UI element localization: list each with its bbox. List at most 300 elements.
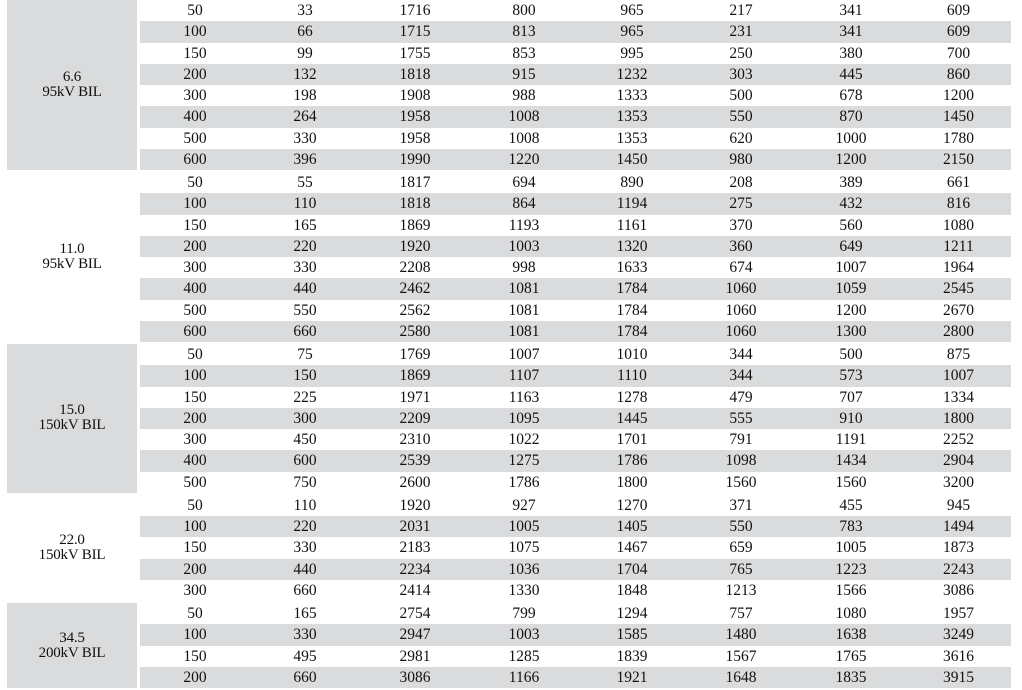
table-cell: 300 [183,581,207,599]
table-cell: 2754 [399,605,431,623]
table-cell: 1022 [508,431,540,449]
table-cell: 150 [183,647,207,665]
table-cell: 1193 [508,216,540,234]
table-cell: 694 [512,174,536,192]
table-cell: 400 [183,280,207,298]
table-cell: 495 [293,647,317,665]
table-cell: 110 [293,195,317,213]
table-cell: 700 [946,44,971,62]
group-rows [140,0,1011,170]
table-cell: 1786 [616,452,648,470]
table-cell: 2539 [399,452,431,470]
table-cell: 1007 [835,259,867,277]
table-cell: 1908 [399,87,431,105]
table-row [140,450,1011,471]
group-rows [140,344,1011,493]
table-cell: 1445 [616,409,648,427]
table-cell: 573 [839,367,863,385]
table-cell: 1220 [508,150,540,168]
table-cell: 1638 [835,626,867,644]
table-cell: 150 [293,367,317,385]
table-cell: 1769 [399,346,431,364]
table-cell: 890 [620,174,644,192]
table-cell: 300 [293,409,317,427]
table-cell: 1567 [725,647,757,665]
table-cell: 1715 [399,23,431,41]
table-cell: 1005 [508,518,540,536]
table-cell: 555 [729,409,753,427]
table-cell: 1200 [943,87,974,105]
table-cell: 50 [187,174,203,192]
table-cell: 1971 [399,388,431,406]
table-cell: 3200 [943,473,974,491]
table-cell: 150 [183,539,207,557]
table-cell: 1480 [725,626,757,644]
voltage-rating: 34.5 [59,629,85,646]
table-row [140,580,1011,601]
table-row [140,43,1011,64]
table-cell: 1200 [835,301,867,319]
group-rows [140,495,1011,601]
table-cell: 1081 [508,280,540,298]
table-row [140,559,1011,580]
table-row [140,236,1011,257]
table-cell: 2904 [943,452,974,470]
table-cell: 1964 [943,259,974,277]
table-cell: 1095 [508,409,540,427]
table-row [140,172,1011,193]
table-cell: 1958 [399,129,431,147]
table-cell: 660 [293,581,317,599]
table-cell: 600 [183,150,207,168]
table-cell: 1005 [835,539,867,557]
table-row [140,215,1011,236]
table-cell: 707 [839,388,863,406]
table-cell: 150 [183,44,207,62]
table-cell: 1191 [835,431,867,449]
table-cell: 1107 [508,367,540,385]
group-rows [140,172,1011,342]
table-cell: 1560 [725,473,757,491]
table-row [140,149,1011,170]
table-cell: 1560 [835,473,867,491]
table-cell: 1990 [399,150,431,168]
table-cell: 1098 [725,452,757,470]
group-label [7,172,137,342]
table-cell: 1585 [616,626,648,644]
table-row [140,387,1011,408]
table-cell: 1110 [617,367,647,385]
table-cell: 2981 [399,647,431,665]
table-cell: 1278 [616,388,648,406]
table-cell: 757 [729,605,753,623]
table-cell: 2031 [399,518,431,536]
table-cell: 200 [183,237,207,255]
table-cell: 1060 [725,280,757,298]
table-cell: 988 [512,87,536,105]
table-cell: 150 [183,216,207,234]
table-cell: 1200 [835,150,867,168]
table-cell: 2462 [399,280,431,298]
voltage-group [7,172,1011,344]
bil-rating: 200kV BIL [38,644,106,661]
group-label [7,495,137,601]
table-cell: 1081 [508,301,540,319]
table-cell: 1008 [508,108,540,126]
table-cell: 927 [512,496,536,514]
table-cell: 1450 [616,150,648,168]
table-cell: 165 [293,605,317,623]
table-cell: 560 [839,216,863,234]
table-cell: 1784 [616,280,648,298]
table-cell: 500 [183,473,207,491]
bil-rating: 150kV BIL [38,417,106,434]
table-cell: 2600 [399,473,431,491]
table-cell: 1755 [399,44,431,62]
table-row [140,193,1011,214]
table-cell: 799 [512,605,536,623]
table-cell: 1839 [616,647,648,665]
table-cell: 3086 [399,668,431,686]
table-cell: 330 [293,259,317,277]
table-cell: 1060 [725,301,757,319]
table-cell: 550 [729,518,753,536]
table-cell: 2209 [399,409,431,427]
table-cell: 2252 [943,431,974,449]
table-cell: 50 [187,2,203,20]
bil-rating: 95kV BIL [42,84,102,100]
table-cell: 1800 [616,473,648,491]
table-cell: 500 [183,129,207,147]
table-cell: 1873 [943,539,974,557]
table-cell: 1036 [508,560,540,578]
table-cell: 440 [293,560,317,578]
table-cell: 2414 [399,581,431,599]
table-cell: 765 [729,560,753,578]
table-cell: 1633 [616,259,648,277]
table-cell: 220 [293,518,317,536]
table-cell: 1334 [943,388,974,406]
table-cell: 1353 [616,129,648,147]
group-label [7,603,137,688]
table-cell: 1869 [399,216,431,234]
table-cell: 330 [293,626,317,644]
table-cell: 380 [839,44,863,62]
table-row [140,257,1011,278]
table-cell: 360 [729,237,753,255]
table-cell: 200 [183,668,207,686]
table-cell: 300 [183,87,207,105]
table-cell: 33 [297,2,313,20]
table-cell: 396 [293,150,317,168]
table-row [140,278,1011,299]
table-cell: 1848 [616,581,648,599]
table-row [140,408,1011,429]
table-cell: 1270 [616,496,648,514]
table-cell: 1008 [508,129,540,147]
table-cell: 550 [293,301,317,319]
table-cell: 1957 [943,605,974,623]
table-cell: 870 [839,108,863,126]
rating-table [7,0,1011,690]
table-cell: 1648 [725,668,757,686]
table-cell: 500 [183,301,207,319]
table-cell: 1920 [399,237,431,255]
table-row [140,646,1011,667]
table-cell: 55 [297,174,313,192]
table-cell: 1232 [616,65,648,83]
table-cell: 1330 [508,581,540,599]
table-cell: 1320 [616,237,648,255]
table-cell: 1163 [508,388,540,406]
table-cell: 389 [839,174,863,192]
table-cell: 1285 [508,647,540,665]
table-cell: 100 [183,23,207,41]
table-cell: 1294 [616,605,648,623]
table-cell: 440 [293,280,317,298]
table-cell: 1075 [508,539,540,557]
table-cell: 500 [839,346,863,364]
table-row [140,344,1011,365]
table-row [140,128,1011,149]
table-cell: 455 [839,496,863,514]
table-row [140,603,1011,624]
table-cell: 853 [512,44,536,62]
table-cell: 965 [620,23,644,41]
table-cell: 2208 [399,259,431,277]
table-cell: 371 [729,496,753,514]
table-cell: 1353 [616,108,648,126]
table-cell: 100 [183,195,207,213]
table-cell: 1434 [835,452,867,470]
table-cell: 1194 [616,195,648,213]
table-cell: 100 [183,367,207,385]
table-cell: 303 [729,65,753,83]
table-cell: 432 [839,195,863,213]
table-cell: 1003 [508,626,540,644]
table-cell: 1869 [399,367,431,385]
table-cell: 660 [293,322,317,340]
table-cell: 783 [839,518,863,536]
table-cell: 208 [729,174,753,192]
table-cell: 165 [293,216,317,234]
table-cell: 1450 [943,108,974,126]
table-cell: 678 [839,87,863,105]
table-cell: 1818 [399,195,431,213]
table-cell: 50 [187,605,203,623]
table-cell: 2545 [943,280,974,298]
table-cell: 816 [946,195,971,213]
table-cell: 550 [729,108,753,126]
table-cell: 1958 [399,108,431,126]
table-cell: 1786 [508,473,540,491]
table-cell: 445 [839,65,863,83]
table-row [140,624,1011,645]
table-cell: 400 [183,108,207,126]
table-cell: 1275 [508,452,540,470]
table-cell: 2310 [399,431,431,449]
table-cell: 1211 [943,237,974,255]
table-cell: 3249 [943,626,974,644]
table-cell: 800 [512,2,536,20]
table-row [140,321,1011,342]
table-cell: 813 [512,23,536,41]
table-cell: 1780 [943,129,974,147]
table-cell: 2562 [399,301,431,319]
table-cell: 1081 [508,322,540,340]
group-rows [140,603,1011,688]
table-row [140,365,1011,386]
group-label [7,0,137,170]
table-cell: 2670 [943,301,974,319]
table-cell: 264 [293,108,317,126]
table-cell: 980 [729,150,753,168]
table-cell: 1800 [943,409,974,427]
table-cell: 1818 [399,65,431,83]
table-cell: 200 [183,65,207,83]
table-cell: 1701 [616,431,648,449]
table-cell: 132 [293,65,317,83]
voltage-group [7,344,1011,495]
table-cell: 99 [297,44,313,62]
table-cell: 1765 [835,647,867,665]
table-cell: 500 [729,87,753,105]
voltage-group [7,603,1011,690]
table-cell: 1494 [943,518,974,536]
table-cell: 225 [293,388,317,406]
table-row [140,667,1011,688]
table-cell: 50 [187,346,203,364]
bil-rating: 150kV BIL [38,546,106,563]
table-cell: 100 [183,518,207,536]
table-cell: 110 [293,496,317,514]
table-cell: 1467 [616,539,648,557]
table-cell: 370 [729,216,753,234]
table-cell: 1223 [835,560,867,578]
table-cell: 660 [293,668,317,686]
table-cell: 945 [946,496,971,514]
table-cell: 965 [620,2,644,20]
table-cell: 1784 [616,322,648,340]
table-cell: 2183 [399,539,431,557]
table-cell: 3915 [943,668,974,686]
table-row [140,472,1011,493]
table-cell: 100 [183,626,207,644]
group-label [7,344,137,493]
table-cell: 910 [839,409,863,427]
table-cell: 300 [183,259,207,277]
table-cell: 200 [183,560,207,578]
table-cell: 659 [729,539,753,557]
voltage-rating: 6.6 [62,69,82,85]
table-cell: 300 [183,431,207,449]
table-cell: 791 [729,431,753,449]
table-cell: 1835 [835,668,867,686]
table-cell: 66 [297,23,313,41]
table-cell: 620 [729,129,753,147]
table-row [140,85,1011,106]
table-cell: 198 [293,87,317,105]
table-cell: 860 [946,65,971,83]
table-cell: 609 [946,2,971,20]
voltage-rating: 15.0 [59,402,85,419]
table-cell: 341 [839,23,863,41]
table-cell: 450 [293,431,317,449]
table-cell: 1010 [616,346,648,364]
table-cell: 1566 [835,581,867,599]
table-row [140,106,1011,127]
table-row [140,0,1011,21]
table-cell: 609 [946,23,971,41]
voltage-rating: 11.0 [59,241,85,257]
table-cell: 3086 [943,581,974,599]
table-cell: 1920 [399,496,431,514]
table-cell: 400 [183,452,207,470]
table-cell: 2150 [943,150,974,168]
table-row [140,64,1011,85]
table-cell: 1060 [725,322,757,340]
table-cell: 200 [183,409,207,427]
table-cell: 330 [293,129,317,147]
table-cell: 1003 [508,237,540,255]
table-cell: 330 [293,539,317,557]
table-cell: 75 [297,346,313,364]
table-cell: 2800 [943,322,974,340]
voltage-group [7,495,1011,603]
table-cell: 875 [946,346,971,364]
table-cell: 1007 [943,367,974,385]
table-cell: 1405 [616,518,648,536]
table-cell: 50 [187,496,203,514]
table-cell: 3616 [943,647,974,665]
table-row [140,300,1011,321]
table-cell: 750 [293,473,317,491]
table-cell: 150 [183,388,207,406]
voltage-rating: 22.0 [59,531,85,548]
table-cell: 1300 [835,322,867,340]
table-cell: 915 [512,65,536,83]
table-cell: 864 [512,195,536,213]
table-cell: 998 [512,259,536,277]
table-cell: 1817 [399,174,431,192]
table-cell: 2947 [399,626,431,644]
table-cell: 220 [293,237,317,255]
table-cell: 341 [839,2,863,20]
table-row [140,537,1011,558]
table-cell: 344 [729,367,753,385]
table-cell: 231 [729,23,753,41]
table-cell: 1704 [616,560,648,578]
table-cell: 1007 [508,346,540,364]
table-cell: 1080 [835,605,867,623]
table-cell: 600 [293,452,317,470]
table-cell: 1166 [508,668,540,686]
table-cell: 344 [729,346,753,364]
table-cell: 995 [620,44,644,62]
table-row [140,21,1011,42]
table-cell: 1213 [725,581,757,599]
table-cell: 1921 [616,668,648,686]
table-cell: 2243 [943,560,974,578]
table-cell: 2580 [399,322,431,340]
table-cell: 217 [729,2,753,20]
table-cell: 2234 [399,560,431,578]
table-cell: 1716 [399,2,431,20]
table-cell: 275 [729,195,753,213]
table-cell: 661 [946,174,971,192]
table-row [140,429,1011,450]
table-cell: 250 [729,44,753,62]
